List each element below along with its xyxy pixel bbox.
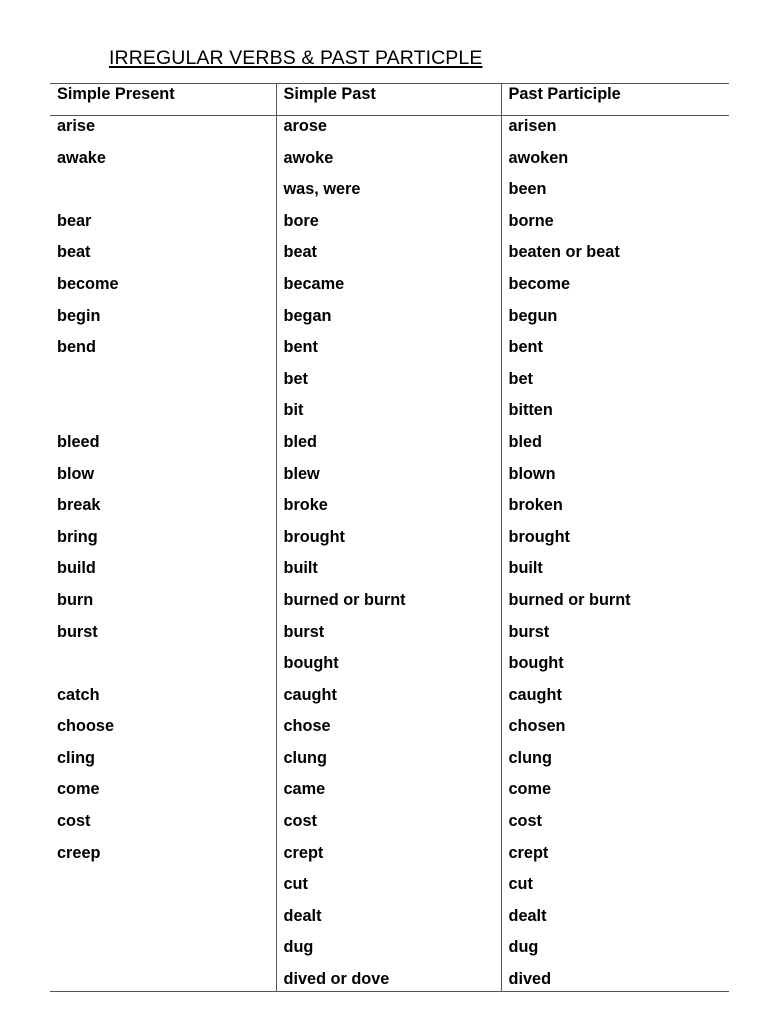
past-participle-cell: crept [501, 843, 729, 875]
table-row [50, 432, 729, 464]
table-row [50, 527, 729, 559]
past-participle-cell: burned or burnt [501, 590, 729, 622]
simple-past-cell: became [276, 274, 501, 306]
past-participle-cell: chosen [501, 716, 729, 748]
table-row [50, 400, 729, 432]
simple-past-cell: blew [276, 464, 501, 496]
table-row [50, 716, 729, 748]
simple-present-cell: build [57, 559, 96, 578]
past-participle-cell: blown [501, 464, 729, 496]
table-row [50, 558, 729, 590]
simple-past-cell: bled [276, 432, 501, 464]
simple-past-cell: beat [276, 242, 501, 274]
header-past-participle: Past Participle [501, 84, 729, 116]
table-row [50, 779, 729, 811]
simple-past-cell: chose [276, 716, 501, 748]
simple-past-cell: bent [276, 337, 501, 369]
simple-present-cell: creep [57, 843, 101, 862]
table-row [50, 622, 729, 654]
simple-present-cell: bleed [57, 432, 100, 451]
past-participle-cell: dealt [501, 906, 729, 938]
simple-past-cell: brought [276, 527, 501, 559]
simple-present-cell: bring [57, 527, 98, 546]
irregular-verbs-table [50, 83, 729, 992]
table-row [50, 369, 729, 401]
document-title: IRREGULAR VERBS & PAST PARTICPLE [109, 47, 483, 69]
simple-present-cell: become [57, 274, 119, 293]
simple-past-cell: dived or dove [276, 969, 501, 992]
past-participle-cell: bled [501, 432, 729, 464]
simple-present-cell: blow [57, 464, 95, 483]
simple-present-cell: begin [57, 306, 101, 325]
table-row [50, 969, 729, 992]
simple-present-cell: beat [57, 243, 91, 262]
table-row [50, 148, 729, 180]
table-row [50, 906, 729, 938]
past-participle-cell: begun [501, 306, 729, 338]
table-row [50, 337, 729, 369]
simple-present-cell [50, 653, 276, 685]
simple-past-cell: built [276, 558, 501, 590]
simple-present-cell [50, 874, 276, 906]
past-participle-cell: bitten [501, 400, 729, 432]
simple-present-cell: bear [57, 211, 92, 230]
simple-present-cell [50, 400, 276, 432]
past-participle-cell: been [501, 179, 729, 211]
past-participle-cell: beaten or beat [501, 242, 729, 274]
table-row [50, 179, 729, 211]
table-row [50, 306, 729, 338]
simple-past-cell: dug [276, 937, 501, 969]
past-participle-cell: built [501, 558, 729, 590]
table-row [50, 748, 729, 780]
table-row [50, 495, 729, 527]
table-row [50, 211, 729, 243]
table-row [50, 242, 729, 274]
simple-present-cell: bend [57, 338, 96, 357]
simple-past-cell: crept [276, 843, 501, 875]
simple-present-cell: arise [57, 117, 96, 135]
past-participle-cell: come [501, 779, 729, 811]
past-participle-cell: arisen [501, 116, 729, 148]
past-participle-cell: bent [501, 337, 729, 369]
simple-past-cell: bought [276, 653, 501, 685]
header-simple-past: Simple Past [276, 84, 501, 116]
past-participle-cell: cut [501, 874, 729, 906]
simple-present-cell: cost [57, 812, 91, 831]
simple-past-cell: bit [276, 400, 501, 432]
table-row [50, 116, 729, 148]
past-participle-cell: broken [501, 495, 729, 527]
simple-past-cell: awoke [276, 148, 501, 180]
simple-present-cell [50, 906, 276, 938]
simple-past-cell: burst [276, 622, 501, 654]
simple-past-cell: cut [276, 874, 501, 906]
table-row [50, 653, 729, 685]
table-row [50, 937, 729, 969]
past-participle-cell: burst [501, 622, 729, 654]
simple-present-cell: break [57, 496, 101, 515]
simple-past-cell: cost [276, 811, 501, 843]
simple-past-cell: broke [276, 495, 501, 527]
past-participle-cell: bought [501, 653, 729, 685]
table-row [50, 274, 729, 306]
simple-present-cell: burst [57, 622, 98, 641]
table-row [50, 685, 729, 717]
table-header-row [50, 84, 729, 116]
simple-past-cell: dealt [276, 906, 501, 938]
simple-present-cell: come [57, 780, 100, 799]
table-row [50, 874, 729, 906]
simple-past-cell: burned or burnt [276, 590, 501, 622]
past-participle-cell: bet [501, 369, 729, 401]
simple-past-cell: bore [276, 211, 501, 243]
table-row [50, 811, 729, 843]
simple-present-cell [50, 369, 276, 401]
table-body [50, 116, 729, 992]
table-row [50, 590, 729, 622]
simple-past-cell: bet [276, 369, 501, 401]
table-row [50, 464, 729, 496]
simple-past-cell: clung [276, 748, 501, 780]
simple-present-cell: awake [57, 148, 106, 167]
table-row [50, 843, 729, 875]
simple-past-cell: was, were [276, 179, 501, 211]
simple-present-cell: catch [57, 685, 100, 704]
simple-present-cell: burn [57, 590, 94, 609]
past-participle-cell: awoken [501, 148, 729, 180]
header-simple-present: Simple Present [50, 84, 276, 116]
simple-present-cell [50, 179, 276, 211]
past-participle-cell: caught [501, 685, 729, 717]
past-participle-cell: borne [501, 211, 729, 243]
simple-past-cell: began [276, 306, 501, 338]
past-participle-cell: cost [501, 811, 729, 843]
past-participle-cell: dug [501, 937, 729, 969]
simple-present-cell: cling [57, 748, 95, 767]
simple-past-cell: arose [276, 116, 501, 148]
simple-present-cell [50, 937, 276, 969]
past-participle-cell: become [501, 274, 729, 306]
simple-past-cell: caught [276, 685, 501, 717]
past-participle-cell: brought [501, 527, 729, 559]
past-participle-cell: dived [501, 969, 729, 992]
past-participle-cell: clung [501, 748, 729, 780]
simple-past-cell: came [276, 779, 501, 811]
simple-present-cell: choose [57, 717, 115, 736]
simple-present-cell [50, 969, 276, 992]
